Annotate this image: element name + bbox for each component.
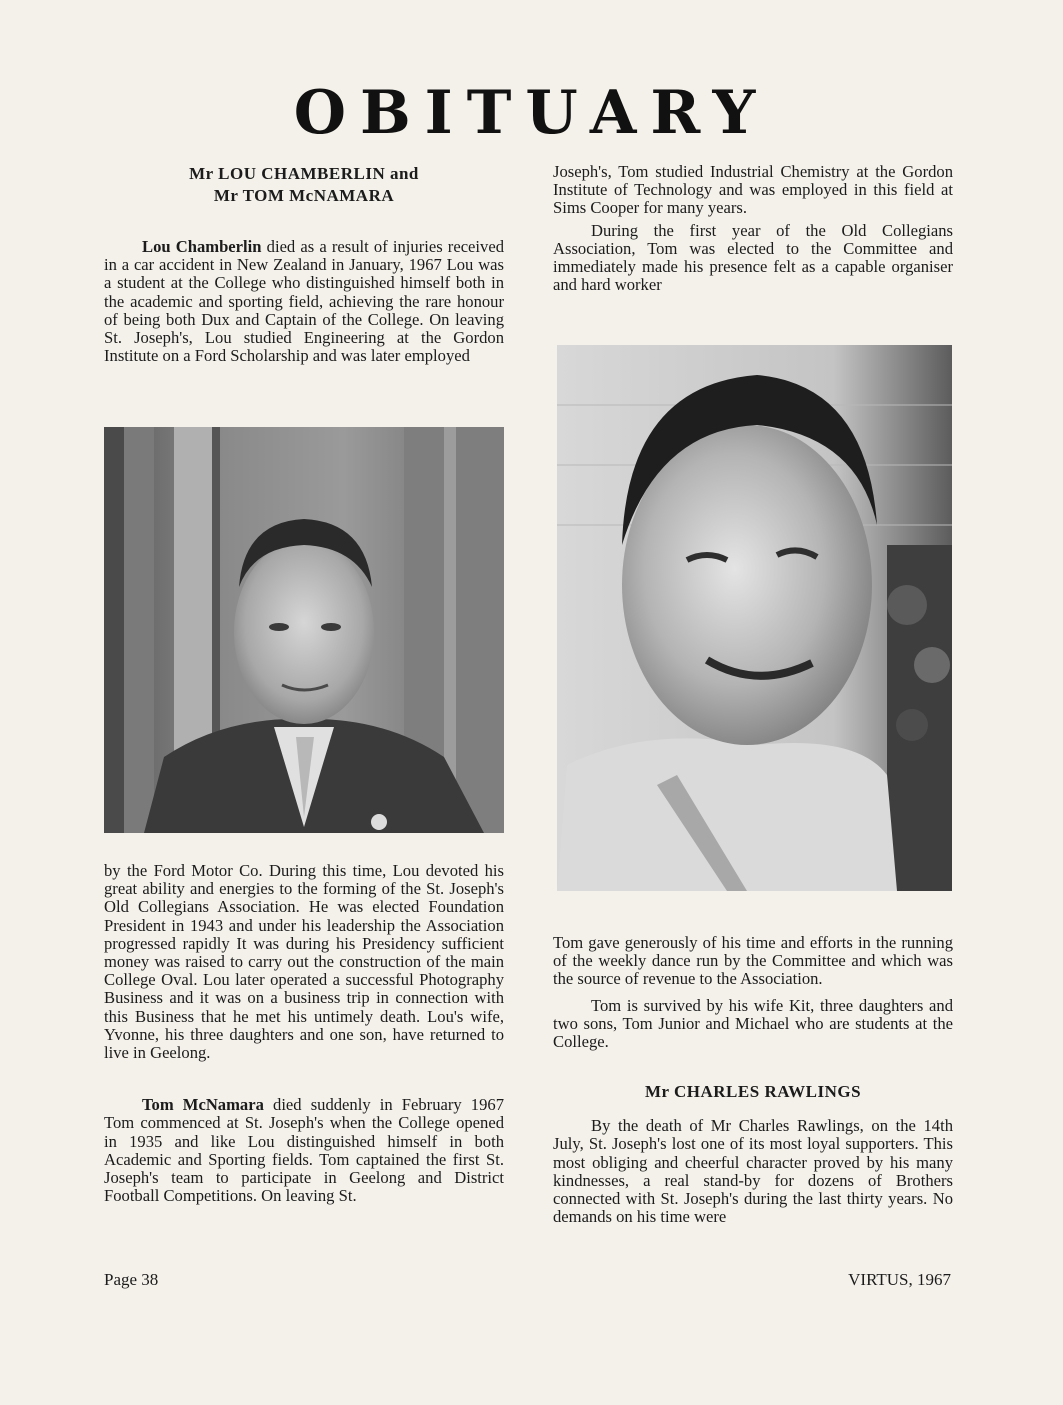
- tom-name: Tom McNamara: [142, 1095, 264, 1115]
- lou-name: Lou Chamberlin: [142, 237, 262, 256]
- tom-text-1: died suddenly in February 1967 Tom commenced at St. Joseph's when the College opened in 1935 and like Lou distinguished himself in both Academic and Sporting fields. Tom captained the first St. Joseph's team to participate in Geelong and District Football Competitions. On leaving St.: [104, 1095, 504, 1206]
- tom-mcnamara-photo: [557, 345, 952, 891]
- obituary-heading-line1: Mr LOU CHAMBERLIN and: [189, 164, 419, 183]
- lou-paragraph-2: by the Ford Motor Co. During this time, Lou devoted his great ability and energies to the forming of the St. Joseph's Old Collegians Association. He was elected Foundation President in 1943 and under his leadership the Association progressed rapidly It was during his Presidency sufficient money was raised to carry out the construction of the main College Oval. Lou later operated a successful Photography Business and it was on a business trip in connection with this Business that he met his untimely death. Lou's wife, Yvonne, his three daughters and one son, have returned to live in Geelong.: [104, 861, 504, 1063]
- tom-paragraph-4: Tom gave generously of his time and efforts in the running of the weekly dance run by the Committee and which was the source of revenue to the Association.: [553, 933, 953, 989]
- tom-paragraph-1: [104, 1096, 504, 1205]
- tom-paragraph-2: Joseph's, Tom studied Industrial Chemistry at the Gordon Institute of Technology and was employed in this field at Sims Cooper for many years.: [553, 162, 953, 218]
- obituary-heading-line2: Mr TOM McNAMARA: [213, 186, 395, 205]
- right-column-top: [553, 163, 953, 294]
- right-column-bottom: [553, 934, 953, 1226]
- masthead-title: OBITUARY: [293, 78, 770, 148]
- page-number: Page 38: [104, 1270, 159, 1289]
- rawlings-heading: Mr CHARLES RAWLINGS: [644, 1082, 862, 1102]
- lou-portrait-image: [104, 427, 504, 833]
- tom-portrait-image: [557, 345, 952, 891]
- lou-text-1: died as a result of injuries received in a car accident in New Zealand in January, 1967 Lou was a student at the College who distinguished himself both in the academic and sporting field, achieving the rare honour of being both Dux and Captain of the College. On leaving St. Joseph's, Lou studied Engineering at the Gordon Institute on a Ford Scholarship and was later employed: [104, 237, 504, 366]
- publication-footer: VIRTUS, 1967: [848, 1270, 951, 1289]
- lou-chamberlin-photo: [104, 427, 504, 833]
- left-column-bottom: [104, 862, 504, 1205]
- tom-paragraph-5: Tom is survived by his wife Kit, three daughters and two sons, Tom Junior and Michael who are students at the College.: [553, 995, 953, 1052]
- rawlings-paragraph-1: By the death of Mr Charles Rawlings, on the 14th July, St. Joseph's lost one of its most loyal supporters. This most obliging and cheerful character proved by his many kindnesses, a real stand-by for dozens of Brothers connected with St. Joseph's during the last thirty years. No demands on his time were: [553, 1116, 953, 1227]
- lou-paragraph-1: [104, 238, 504, 365]
- tom-paragraph-3: During the first year of the Old Collegians Association, Tom was elected to the Committee and immediately made his presence felt as a capable organiser and hard worker: [553, 220, 953, 295]
- left-column-top: [104, 163, 504, 365]
